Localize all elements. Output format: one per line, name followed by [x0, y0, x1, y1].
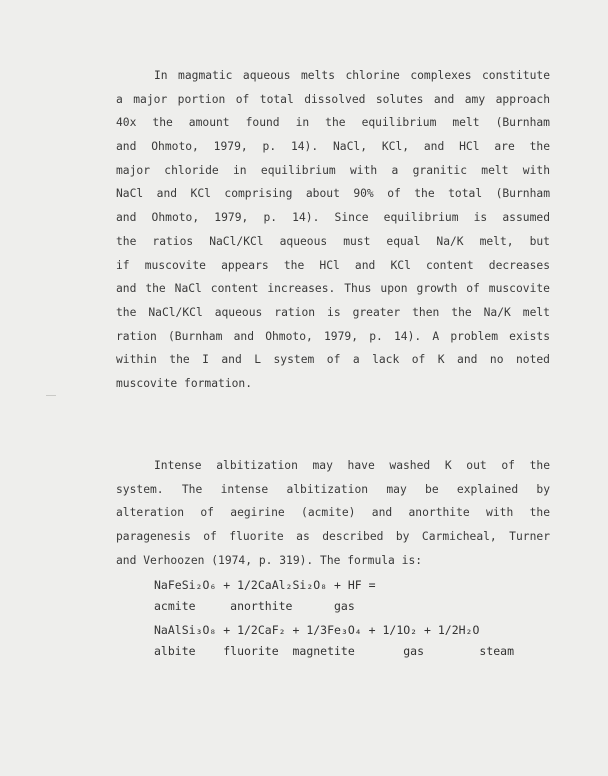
- text-line: and Ohmoto, 1979, p. 14). Since equilibrium is assumed: [116, 211, 550, 225]
- text-line: within the I and L system of a lack of K and no noted: [116, 353, 550, 367]
- text-line: and Verhoozen (1974, p. 319). The formula is:: [116, 553, 423, 567]
- page-smudge: [46, 395, 56, 396]
- text-line: a major portion of total dissolved solutes and amy approach: [116, 92, 550, 106]
- paragraph-albitization: [116, 454, 550, 572]
- text-line: Intense albitization may have washed K out of the: [154, 459, 550, 472]
- text-line: alteration of aegirine (acmite) and anorthite with the: [116, 506, 550, 520]
- text-line: the NaCl/KCl aqueous ration is greater then the Na/K melt: [116, 305, 550, 319]
- formula-product-labels: albite fluorite magnetite gas steam: [154, 644, 515, 658]
- text-line: if muscovite appears the HCl and KCl content decreases: [116, 258, 550, 272]
- text-line: muscovite formation.: [116, 376, 253, 390]
- formula-products: NaAlSi₃O₈ + 1/2CaF₂ + 1/3Fe₃O₄ + 1/1O₂ + 1/2H₂O: [154, 623, 480, 637]
- text-line: 40x the amount found in the equilibrium melt (Burnham: [116, 116, 550, 130]
- text-line: and Ohmoto, 1979, p. 14). NaCl, KCl, and HCl are the: [116, 140, 550, 154]
- text-line: paragenesis of fluorite as described by Carmicheal, Turner: [116, 530, 550, 544]
- text-line: major chloride in equilibrium with a granitic melt with: [116, 163, 550, 177]
- formula-reactants: NaFeSi₂O₆ + 1/2CaAl₂Si₂O₈ + HF =: [154, 578, 376, 592]
- text-line: and the NaCl content increases. Thus upon growth of muscovite: [116, 282, 550, 296]
- text-line: In magmatic aqueous melts chlorine complexes constitute: [154, 69, 550, 82]
- formula-reactant-labels: acmite anorthite gas: [154, 599, 355, 613]
- paragraph-chlorine-complexes: [116, 64, 550, 396]
- text-line: the ratios NaCl/KCl aqueous must equal Na/K melt, but: [116, 234, 550, 248]
- text-line: ration (Burnham and Ohmoto, 1979, p. 14). A problem exists: [116, 329, 550, 343]
- text-line: system. The intense albitization may be explained by: [116, 482, 550, 496]
- text-line: NaCl and KCl comprising about 90% of the total (Burnham: [116, 187, 550, 201]
- chemical-formula: [154, 575, 554, 662]
